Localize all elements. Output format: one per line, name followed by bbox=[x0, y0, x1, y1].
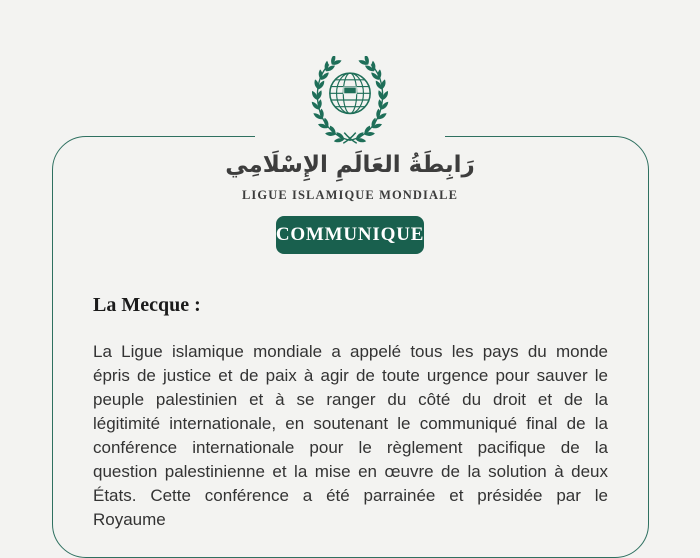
header-block bbox=[225, 56, 475, 254]
globe-icon bbox=[330, 73, 370, 113]
dateline: La Mecque : bbox=[93, 294, 201, 316]
mwl-emblem-icon bbox=[302, 56, 398, 144]
body-paragraph: La Ligue islamique mondiale a appelé tous les pays du monde épris de justice et de paix à agir de toute urgence pour sauver le peuple palestinien et à se ranger du côté du droit et de la légitimité internationale, en soutenant le communiqué final de la conférence internationale pour le règlement pacifique de la question palestinienne et la mise en œuvre de la solution à deux États. Cette conférence a été parrainée et présidée par le Royaume bbox=[93, 342, 608, 529]
communique-content bbox=[93, 294, 608, 532]
communique-banner: COMMUNIQUE bbox=[276, 216, 424, 254]
arabic-calligraphy: رَابِطَةُ العَالَمِ الإِسْلَامِي bbox=[225, 152, 475, 178]
org-name: LIGUE ISLAMIQUE MONDIALE bbox=[242, 188, 459, 202]
